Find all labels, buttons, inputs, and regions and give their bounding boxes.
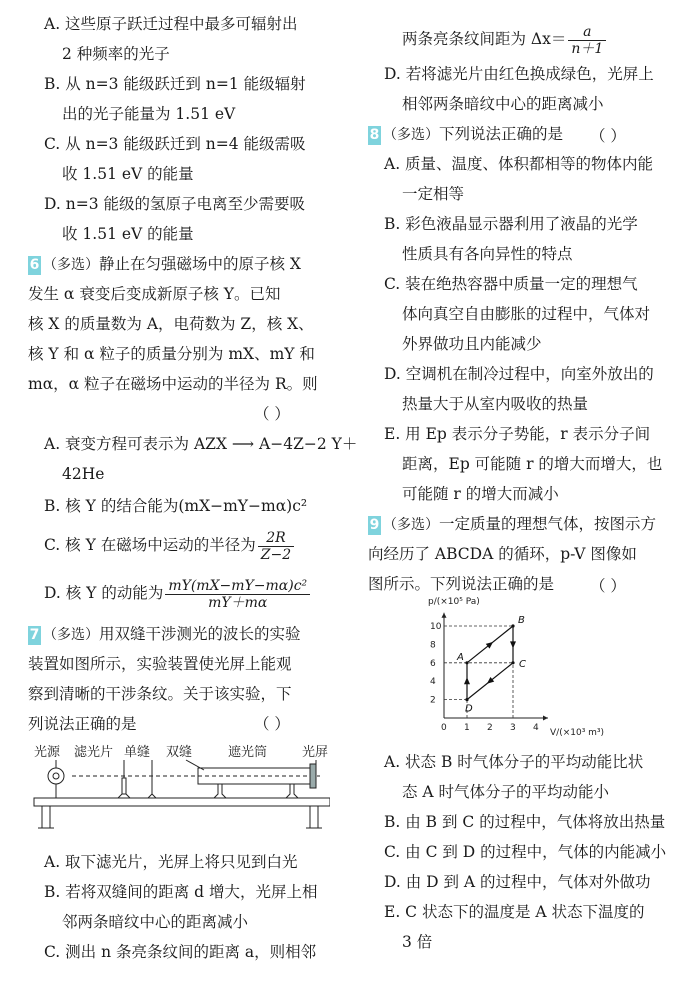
x-tick-label-3: 3 [510,723,516,733]
q6-line1 [28,254,301,275]
q8-option-d-line1: D. 空调机在制冷过程中，向室外放出的 [384,365,654,383]
q9-option-c: C. 由 C 到 D 的过程中，气体的内能减小 [384,843,667,861]
q7-line3: 察到清晰的干涉条纹。关于该实验，下 [28,685,292,703]
label-screen: 光屏 [302,745,329,760]
q6-option-c-text: C. 核 Y 在磁场中运动的半径为 [44,536,256,554]
pv-y-axis-label: p/(×10⁵ Pa) [428,597,480,607]
q7-number-badge: 7 [29,627,40,643]
label-hood-tube: 遮光筒 [228,745,268,760]
q6-line3: 核 X 的质量数为 A，电荷数为 Z，核 X、 [28,315,314,333]
q6-option-d-fraction [165,578,310,611]
y-tick-label-6: 6 [430,658,436,669]
q9-line2: 向经历了 ABCDA 的循环，p-V 图像如 [368,545,637,563]
q7-stem-1: 用双缝干涉测光的波长的实验 [99,625,301,643]
q7-line4: 列说法正确的是 [28,715,137,733]
q6-option-d [44,576,312,611]
q8-option-c-line2: 体向真空自由膨胀的过程中，气体对 [402,305,651,323]
q6-option-c-denominator: Z−2 [260,546,292,563]
q5-option-d-line1: D. n=3 能级的氢原子电离至少需要吸 [44,195,305,213]
q6-option-a-line1: A. 衰变方程可表示为 AZX ⟶ A−4Z−2 Y＋ [44,435,358,453]
q8-option-a-line1: A. 质量、温度、体积都相等的物体内能 [384,155,654,173]
q7-option-c-text: 两条亮条纹间距为 Δx＝ [402,30,567,48]
state-point-C [511,661,514,664]
q8-line1 [368,124,563,145]
q6-number-badge: 6 [29,257,40,273]
y-axis-arrow [442,613,447,618]
q8-option-a-line2: 一定相等 [402,185,465,203]
q5-option-b-line1: B. 从 n=3 能级跃迁到 n=1 能级辐射 [44,75,306,93]
q8-option-d-line2: 热量大于从室内吸收的热量 [402,395,589,413]
state-label-C: C [519,658,526,670]
q9-answer-paren[interactable]: （ ） [590,577,626,595]
q7-option-a: A. 取下滤光片，光屏上将只见到白光 [44,853,298,871]
double-slit-apparatus-diagram [20,740,330,840]
arrow-DA [464,677,470,684]
q8-option-b-line1: B. 彩色液晶显示器利用了液晶的光学 [384,215,638,233]
q6-stem-1: 静止在匀强磁场中的原子核 X [99,255,301,273]
x-axis-arrow [543,716,548,721]
state-label-B: B [518,615,525,626]
q8-type: （多选） [383,127,439,143]
label-light-source: 光源 [34,745,61,760]
q7-option-b-line2: 邻两条暗纹中心的距离减小 [62,913,249,931]
state-label-A: A [457,651,464,663]
q8-option-e-line3: 可能随 r 的增大而减小 [402,485,559,503]
pv-axes [442,613,549,721]
q5-option-d-line2: 收 1.51 eV 的能量 [62,225,194,243]
q6-option-d-text: D. 核 Y 的动能为 [44,584,164,602]
q6-option-d-numerator: mY(mX−mY−mα)c² [165,578,310,595]
y-tick-label-4: 4 [430,677,436,688]
q8-option-c-line1: C. 装在绝热容器中质量一定的理想气 [384,275,638,293]
y-tick-label-8: 8 [430,640,436,651]
q9-option-a-line2: 态 A 时气体分子的平均动能小 [402,783,610,801]
q8-option-e-line1: E. 用 Ep 表示分子势能，r 表示分子间 [384,425,651,443]
label-filter: 滤光片 [74,745,114,760]
q5-option-a-line1: A. 这些原子跃迁过程中最多可辐射出 [44,15,298,33]
q7-line2: 装置如图所示，实验装置使光屏上能观 [28,655,292,673]
q7-option-c-line2 [402,22,608,57]
q7-option-c-numerator: a [568,24,606,41]
q7-option-c-fraction [568,24,606,57]
q6-option-b: B. 核 Y 的结合能为(mX−mY−mα)c² [44,497,308,515]
q6-option-c-fraction [258,530,294,563]
q6-option-c-numerator: 2R [258,530,294,547]
q6-option-c [44,528,296,563]
arrow-BC [510,641,516,648]
q7-option-c-denominator: n＋1 [571,40,604,57]
state-point-B [511,624,514,627]
x-tick-label-1: 1 [464,723,470,733]
y-tick-label-2: 2 [430,695,436,706]
state-point-D [465,698,468,701]
q9-number-badge: 9 [369,517,380,533]
q6-option-d-denominator: mY＋mα [208,594,268,611]
q9-option-e-line1: E. C 状态下的温度是 A 状态下温度的 [384,903,645,921]
q5-option-c-line1: C. 从 n=3 能级跃迁到 n=4 能级需吸 [44,135,306,153]
q5-option-b-line2: 出的光子能量为 1.51 eV [62,105,236,123]
q7-answer-paren[interactable]: （ ） [254,715,290,733]
q7-option-c-line1: C. 测出 n 条亮条纹间的距离 a，则相邻 [44,943,317,961]
q7-option-d-line1: D. 若将滤光片由红色换成绿色，光屏上 [384,65,654,83]
x-tick-label-4: 4 [533,723,539,733]
q8-number-badge: 8 [369,127,380,143]
q9-stem-1: 一定质量的理想气体，按图示方 [439,515,657,533]
state-label-D: D [465,703,473,715]
q6-option-a-line2: 42He [62,465,105,483]
q7-type: （多选） [43,627,99,643]
q9-line1 [368,514,656,535]
q8-stem: 下列说法正确的是 [439,125,564,143]
q8-option-b-line2: 性质具有各向异性的特点 [402,245,573,263]
state-point-A [465,661,468,664]
y-tick-label-10: 10 [430,622,442,632]
pv-tick-labels [430,622,539,733]
q9-option-d: D. 由 D 到 A 的过程中，气体对外做功 [384,873,651,891]
q7-option-b-line1: B. 若将双缝间的距离 d 增大，光屏上相 [44,883,318,901]
q6-type: （多选） [43,257,99,273]
q6-line2: 发生 α 衰变后变成新原子核 Y。已知 [28,285,281,303]
x-tick-label-2: 2 [487,723,493,733]
q9-option-b: B. 由 B 到 C 的过程中，气体将放出热量 [384,813,666,831]
q6-line5: mα，α 粒子在磁场中运动的半径为 R。则 [28,375,318,393]
q7-option-d-line2: 相邻两条暗纹中心的距离减小 [402,95,604,113]
q9-line3: 图所示。下列说法正确的是 [368,575,555,593]
x-tick-label-0: 0 [441,723,447,733]
pv-cycle-chart [422,590,622,740]
pv-x-axis-label: V/(×10³ m³) [550,728,605,738]
q5-option-c-line2: 收 1.51 eV 的能量 [62,165,194,183]
q8-option-c-line3: 外界做功且内能减少 [402,335,542,353]
q9-option-a-line1: A. 状态 B 时气体分子的平均动能比状 [384,753,644,771]
label-single-slit: 单缝 [124,745,151,760]
q6-answer-paren[interactable]: （ ） [254,405,290,423]
q5-option-a-line2: 2 种频率的光子 [62,45,170,63]
q6-line4: 核 Y 和 α 粒子的质量分别为 mX、mY 和 [28,345,315,363]
q8-answer-paren[interactable]: （ ） [590,127,626,145]
q7-line1 [28,624,301,645]
q9-type: （多选） [383,517,439,533]
pv-gridlines [444,626,513,718]
label-double-slit: 双缝 [166,745,193,760]
q8-option-e-line2: 距离，Ep 可能随 r 的增大而增大，也 [402,455,663,473]
q9-option-e-line2: 3 倍 [402,933,433,951]
